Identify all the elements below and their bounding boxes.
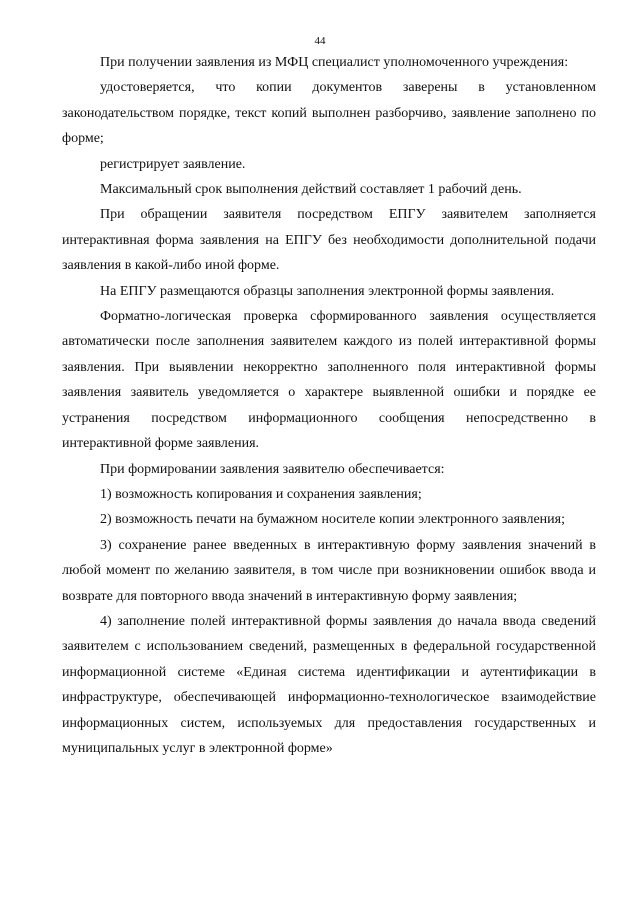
- paragraph-max-duration: Максимальный срок выполнения действий составляет 1 рабочий день.: [100, 182, 522, 198]
- paragraph-format-check: Форматно-логическая проверка сформированного заявления осуществляется автоматически после заполнения заявителем каждого из полей интерактивной формы заявления. При выявлении некорректно заполненного поля интерактивной формы заявления заявитель уведомляется о характере выявленной ошибки и порядке ее устранения посредством информационного сообщения непосредственно в интерактивной форме заявления.: [62, 309, 596, 452]
- paragraph-registers-application: регистрирует заявление.: [100, 156, 246, 172]
- document-body: [62, 50, 596, 761]
- paragraph-epgu-application: При обращении заявителя посредством ЕПГУ заявителем заполняется интерактивная форма заявления на ЕПГУ без необходимости дополнительной подачи заявления в какой-либо иной форме.: [62, 207, 596, 274]
- list-item-4: 4) заполнение полей интерактивной формы заявления до начала ввода сведений заявителем с использованием сведений, размещенных в федеральной государственной информационной системе «Единая система идентификации и аутентификации в инфраструктуре, обеспечивающей информационно-технологическое взаимодействие информационных систем, используемых для предоставления государственных и муниципальных услуг в электронной форме»: [62, 613, 596, 756]
- paragraph-verifies-copies: удостоверяется, что копии документов заверены в установленном законодательством порядке, текст копий выполнен разборчиво, заявление заполнено по форме;: [62, 80, 596, 147]
- list-item-2: 2) возможность печати на бумажном носителе копии электронного заявления;: [100, 512, 565, 528]
- paragraph-mfc-receipt: При получении заявления из МФЦ специалист уполномоченного учреждения:: [100, 55, 569, 70]
- paragraph-epgu-samples: На ЕПГУ размещаются образцы заполнения электронной формы заявления.: [100, 283, 555, 299]
- list-item-1: 1) возможность копирования и сохранения заявления;: [100, 486, 422, 502]
- paragraph-provided-features: При формировании заявления заявителю обеспечивается:: [100, 461, 445, 477]
- list-item-3: 3) сохранение ранее введенных в интерактивную форму заявления значений в любой момент по желанию заявителя, в том числе при возникновении ошибок ввода и возврате для повторного ввода значений в интерактивную форму заявления;: [62, 537, 596, 604]
- page-number: 44: [314, 35, 326, 47]
